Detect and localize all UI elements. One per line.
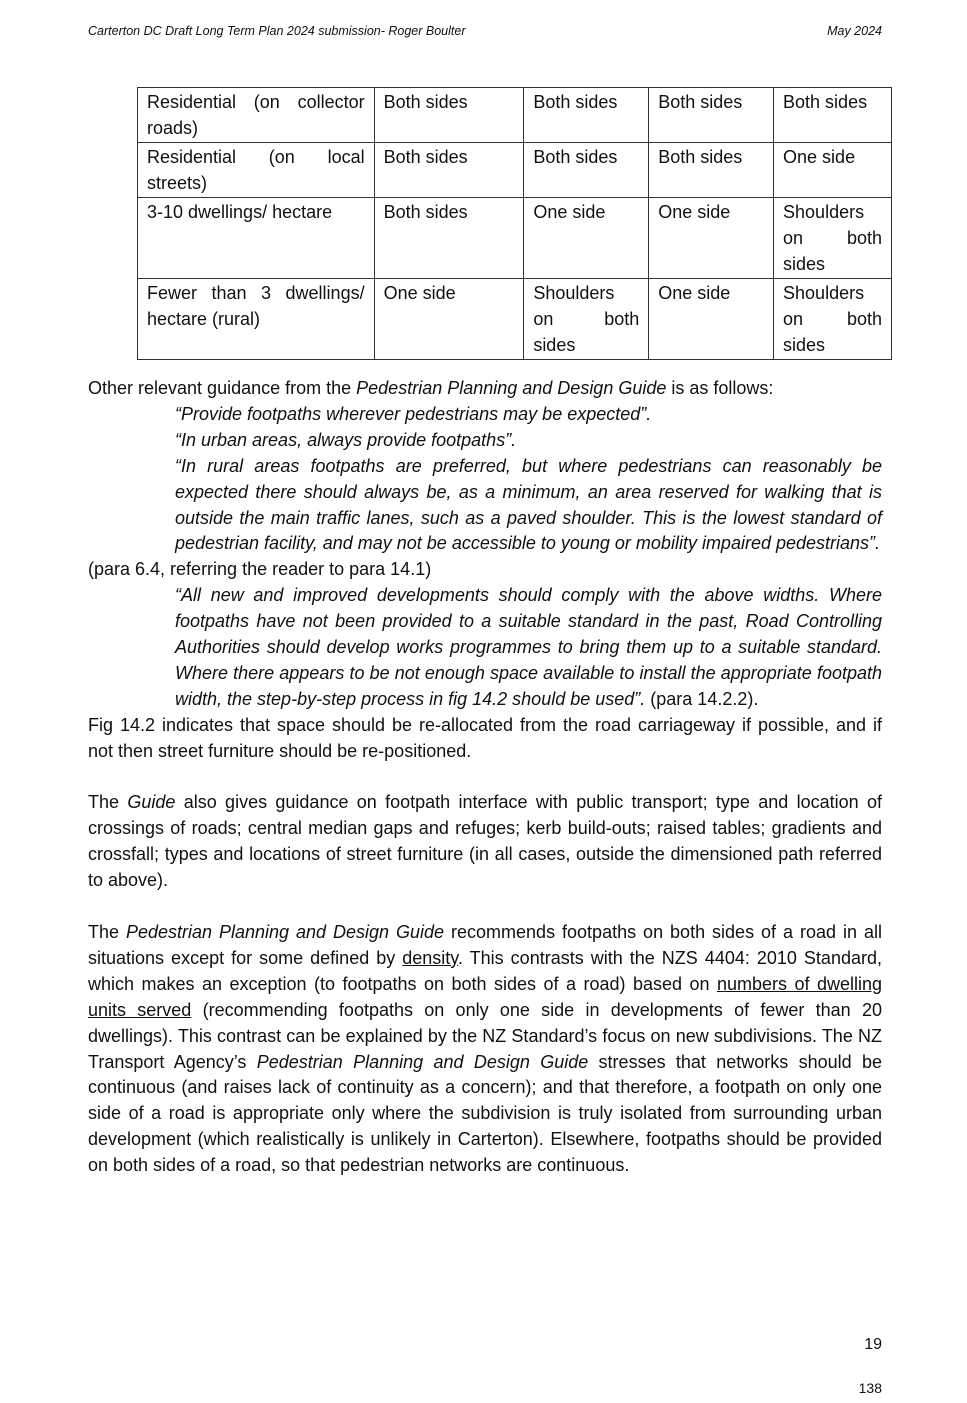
- table-row: [138, 198, 892, 279]
- guide-title: Pedestrian Planning and Design Guide: [356, 378, 667, 398]
- table-row-label: Residential (on local streets): [138, 143, 375, 198]
- quote-3: “In rural areas footpaths are preferred, but where pedestrians can reasonably be expected there should always be, as a minimum, an area reserved for walking that is outside the main traffic lanes, such as a paved shoulder. This is the lowest standard of pedestrian facility, and may not be accessible to young or mobility impaired pedestrians”.: [175, 455, 882, 554]
- p3-d: (recommending footpaths on only one side in developments of fewer than 20 dwellings). This contrast can be explained by the NZ Standard’s focus on new subdivisions. The NZ Transport Agency’s: [88, 999, 882, 1072]
- p2-text: The: [88, 792, 128, 813]
- page-header: [88, 24, 882, 42]
- quote-4-ref: (para 14.2.2).: [645, 688, 759, 709]
- p3-b: recommends footpaths on both sides of a road in all situations except for some defined by: [88, 922, 882, 968]
- table-row-label: Fewer than 3 dwellings/ hectare (rural): [138, 279, 375, 360]
- quote-1: “Provide footpaths wherever pedestrians may be expected”.: [175, 403, 652, 424]
- table-cell: Both sides: [774, 88, 892, 143]
- p3-title-1: Pedestrian Planning and Design Guide: [125, 922, 445, 942]
- table-cell: Both sides: [374, 88, 524, 143]
- table-row: [138, 143, 892, 198]
- table-cell: One side: [524, 198, 649, 279]
- table-cell: One side: [649, 198, 774, 279]
- table-cell: One side: [374, 279, 524, 360]
- table-cell: Both sides: [524, 143, 649, 198]
- para-reference: (para 6.4, referring the reader to para 14.1): [88, 559, 432, 580]
- table-row: [138, 279, 892, 360]
- quote-2: “In urban areas, always provide footpaths”.: [175, 429, 517, 450]
- intro-text-end: is as follows:: [666, 378, 774, 398]
- footpath-provision-table: [137, 87, 892, 360]
- table-cell: Both sides: [374, 198, 524, 279]
- page-number: 19: [864, 1336, 882, 1353]
- p3-e: stresses that networks should be continuous (and raises lack of continuity as a concern); and that therefore, a footpath on only one side of a road is appropriate only where the subdivision is truly isolated from surrounding urban development (which realistically is unlikely in Carterton). Elsewhere, footpaths should be provided on both sides of a road, so that pedestrian networks are continuous.: [88, 1051, 882, 1176]
- table-row-label: Residential (on collector roads): [138, 88, 375, 143]
- table-body: [138, 88, 892, 360]
- fig-paragraph: Fig 14.2 indicates that space should be re-allocated from the road carriageway if possible, and if not then street furniture should be re-positioned.: [88, 714, 882, 761]
- p3-title-2: Pedestrian Planning and Design Guide: [256, 1051, 589, 1072]
- p3-a: The: [88, 922, 126, 942]
- table-cell: Shoulders on both sides: [774, 198, 892, 279]
- table-row: [138, 88, 892, 143]
- header-date: May 2024: [827, 24, 882, 38]
- p3-density: density: [402, 947, 458, 968]
- table-cell: Shoulders on both sides: [774, 279, 892, 360]
- guide-paragraph: [88, 790, 882, 894]
- table-cell: Shoulders on both sides: [524, 279, 649, 360]
- p3-units: numbers of dwelling units served: [88, 973, 882, 1020]
- table-cell: Both sides: [374, 143, 524, 198]
- document-page-number: 138: [858, 1380, 882, 1396]
- p3-c: . This contrasts with the NZS 4404: 2010 Standard, which makes an exception (to footpaths on both sides of a road) based on: [88, 947, 882, 994]
- intro-paragraph: [88, 376, 882, 402]
- p2-text-end: also gives guidance on footpath interface with public transport; type and location of crossings of roads; central median gaps and refuges; kerb build-outs; raised tables; gradients and crossfall; types and locations of street furniture (in all cases, outside the dimensioned path referred to above).: [88, 792, 882, 891]
- p2-guide: Guide: [127, 792, 176, 813]
- table-cell: Both sides: [649, 88, 774, 143]
- document-body: [88, 376, 882, 1179]
- table-cell: Both sides: [524, 88, 649, 143]
- header-title: Carterton DC Draft Long Term Plan 2024 submission- Roger Boulter: [88, 24, 466, 38]
- table-row-label: 3-10 dwellings/ hectare: [138, 198, 375, 279]
- table-cell: One side: [649, 279, 774, 360]
- intro-text: Other relevant guidance from the: [88, 378, 357, 398]
- table-cell: Both sides: [649, 143, 774, 198]
- quote-4: [175, 583, 882, 713]
- comparison-paragraph: [88, 920, 882, 1179]
- quote-4-text: “All new and improved developments should comply with the above widths. Where footpaths have not been provided to a suitable standard in the past, Road Controlling Authorities should develop works programmes to bring them up to a suitable standard. Where there appears to be not enough space available to install the appropriate footpath width, the step-by-step process in fig 14.2 should be used”.: [175, 585, 882, 709]
- table-cell: One side: [774, 143, 892, 198]
